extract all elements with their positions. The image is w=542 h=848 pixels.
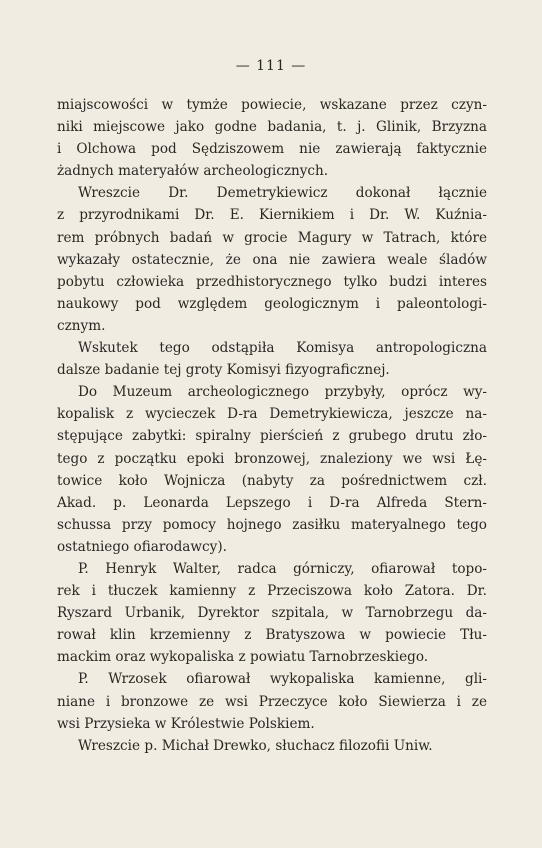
- text-line: wsi Przysieka w Królestwie Polskiem.: [57, 715, 315, 732]
- text-line: wykazały ostatecznie, że ona nie zawiera weale śladów: [57, 251, 487, 268]
- text-line: kopalisk z wycieczek D-ra Demetrykiewicza, jeszcze na-: [57, 406, 487, 423]
- text-line: miajscowości w tymże powiecie, wskazane przez czyn-: [57, 97, 487, 113]
- text-line: dalsze badanie tej groty Komisyi fizyograficznej.: [57, 362, 390, 379]
- text-line: rek i tłuczek kamienny z Przeciszowa koło Zatora. Dr.: [57, 583, 487, 600]
- text-line: Ryszard Urbanik, Dyrektor szpitala, w Tarnobrzegu da-: [57, 605, 487, 622]
- text-line: P. Henryk Walter, radca górniczy, ofiarował topo-: [78, 560, 487, 577]
- text-line: tego z początku epoki bronzowej, znaleziony we wsi Łę-: [57, 450, 487, 467]
- text-line: stępujące zabytki: spiralny pierścień z grubego drutu zło-: [57, 428, 487, 445]
- text-line: rem próbnych badań w grocie Magury w Tatrach, które: [57, 229, 487, 246]
- text-line: Wreszcie p. Michał Drewko, słuchacz filozofii Uniw.: [78, 737, 433, 754]
- text-line: naukowy pod względem geologicznym i paleontologi-: [57, 295, 487, 312]
- text-line: rował klin krzemienny z Bratyszowa w powiecie Tłu-: [57, 627, 487, 644]
- text-line: cznym.: [57, 317, 106, 334]
- text-line: P. Wrzosek ofiarował wykopaliska kamienne, gli-: [78, 671, 487, 688]
- body-text: [57, 94, 487, 757]
- text-line: Wreszcie Dr. Demetrykiewicz dokonał łącznie: [78, 185, 487, 202]
- text-line: pobytu człowieka przedhistorycznego tylko budzi interes: [57, 273, 487, 290]
- text-line: żadnych materyałów archeologicznych.: [57, 163, 329, 180]
- text-line: towice koło Wojnicza (nabyty za pośrednictwem czł.: [57, 472, 487, 489]
- text-line: niki miejscowe jako godne badania, t. j. Glinik, Brzyzna: [57, 119, 487, 136]
- text-line: ostatniego ofiarodawcy).: [57, 538, 227, 555]
- text-line: Akad. p. Leonarda Lepszego i D-ra Alfreda Stern-: [57, 494, 487, 511]
- page-number-header: — 111 —: [235, 58, 307, 74]
- text-line: schussa przy pomocy hojnego zasiłku materyalnego tego: [57, 516, 487, 533]
- text-line: niane i bronzowe ze wsi Przeczyce koło Siewierza i ze: [57, 693, 487, 710]
- text-line: Do Muzeum archeologicznego przybyły, oprócz wy-: [78, 384, 487, 401]
- text-line: Wskutek tego odstąpiła Komisya antropologiczna: [78, 340, 487, 357]
- text-line: mackim oraz wykopaliska z powiatu Tarnobrzeskiego.: [57, 649, 429, 666]
- text-line: i Olchowa pod Sędziszowem nie zawierają faktycznie: [57, 141, 487, 158]
- text-line: z przyrodnikami Dr. E. Kiernikiem i Dr. W. Kuźnia-: [57, 207, 487, 224]
